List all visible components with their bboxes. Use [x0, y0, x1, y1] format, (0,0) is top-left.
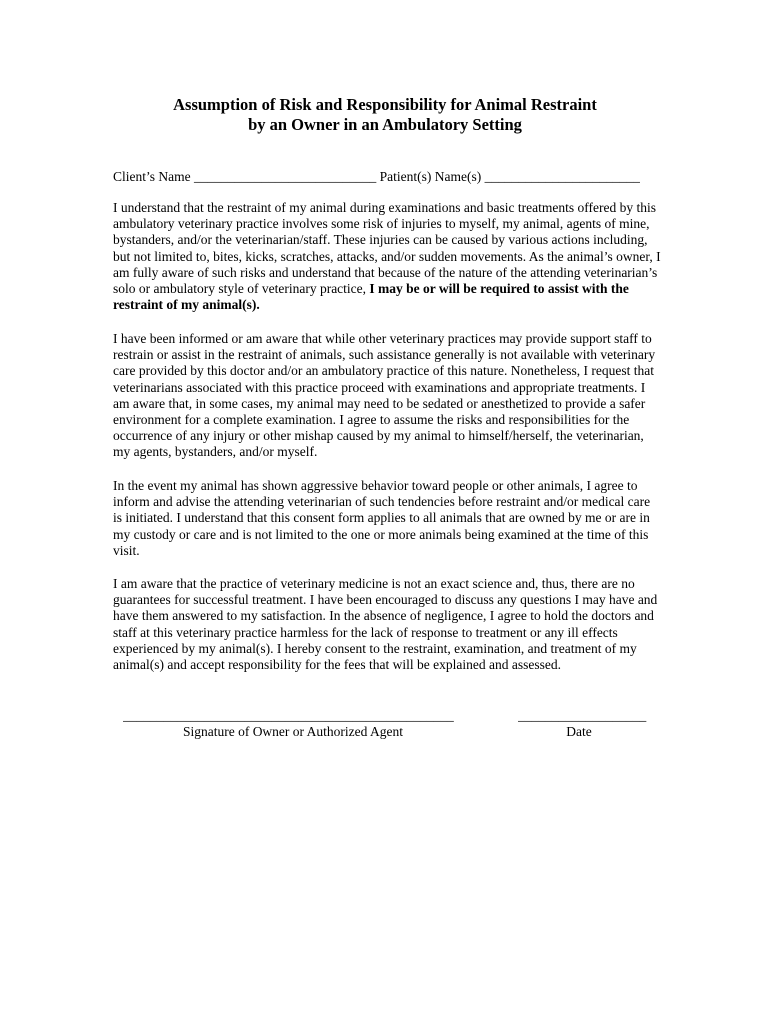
owner-signature-field[interactable]: _________________________________________________ — [123, 708, 454, 723]
date-field[interactable]: ___________________ — [518, 708, 647, 723]
owner-signature-label: Signature of Owner or Authorized Agent — [182, 724, 404, 739]
title-line-2: by an Owner in an Ambulatory Setting — [248, 115, 522, 134]
patient-name-field[interactable]: _______________________ — [484, 169, 640, 184]
document-title — [0, 95, 770, 135]
client-name-field[interactable]: ___________________________ — [194, 169, 377, 184]
paragraph-1-bold-text: I may be or will be required to assist with the restraint of my animal(s). — [113, 281, 629, 313]
paragraph-3-text: In the event my animal has shown aggressive behavior toward people or other animals, I agree to inform and advise the attending veterinarian of such tendencies before restraint and/or medical care is initiated. I understand that this consent form applies to all animals that are owned by me or are in my custody or care and is not limited to the one or more animals being examined at the time of this visit. — [113, 478, 651, 558]
names-row — [113, 168, 673, 185]
paragraph-aggressive-behavior — [113, 478, 661, 559]
client-name-label: Client’s Name — [113, 169, 191, 184]
paragraph-support-staff — [113, 331, 661, 461]
title-line-1: Assumption of Risk and Responsibility for Animal Restraint — [173, 95, 597, 114]
paragraph-restraint-risk — [113, 200, 661, 313]
paragraph-4-text: I am aware that the practice of veterinary medicine is not an exact science and, thus, there are no guarantees for successful treatment. I have been encouraged to discuss any questions I may have and have them answered to my satisfaction. In the absence of negligence, I agree to hold the doctors and staff at this veterinary practice harmless for the lack of response to treatment or any ill effects experienced by my animal(s). I hereby consent to the restraint, examination, and treatment of my animal(s) and accept responsibility for the fees that will be explained and assessed. — [113, 576, 658, 673]
patient-name-label: Patient(s) Name(s) — [379, 169, 482, 184]
paragraph-1-text: I understand that the restraint of my animal during examinations and basic treatments offered by this ambulatory veterinary practice involves some risk of injuries to myself, my animal, agents of mine, bystanders, and/or the veterinarian/staff. These injuries can be caused by various actions including, but not limited to, bites, kicks, scratches, attacks, and/or sudden movements. As the animal’s owner, I am fully aware of such risks and understand that because of the nature of the attending veterinarian’s solo or ambulatory style of veterinary practice, — [113, 200, 661, 297]
paragraph-consent — [113, 576, 661, 673]
date-label: Date — [566, 724, 592, 739]
paragraph-2-text: I have been informed or am aware that while other veterinary practices may provide support staff to restrain or assist in the restraint of animals, such assistance generally is not available with veterinary care provided by this doctor and/or an ambulatory practice of this nature. Nonetheless, I request that veterinarians associated with this practice proceed with examinations and appropriate treatments. I am aware that, in some cases, my animal may need to be sedated or anesthetized to provide a safer environment for a complete examination. I agree to assume the risks and responsibilities for the occurrence of any injury or other mishap caused by my animal to himself/herself, the veterinarian, my agents, bystanders, and/or myself. — [113, 331, 656, 460]
